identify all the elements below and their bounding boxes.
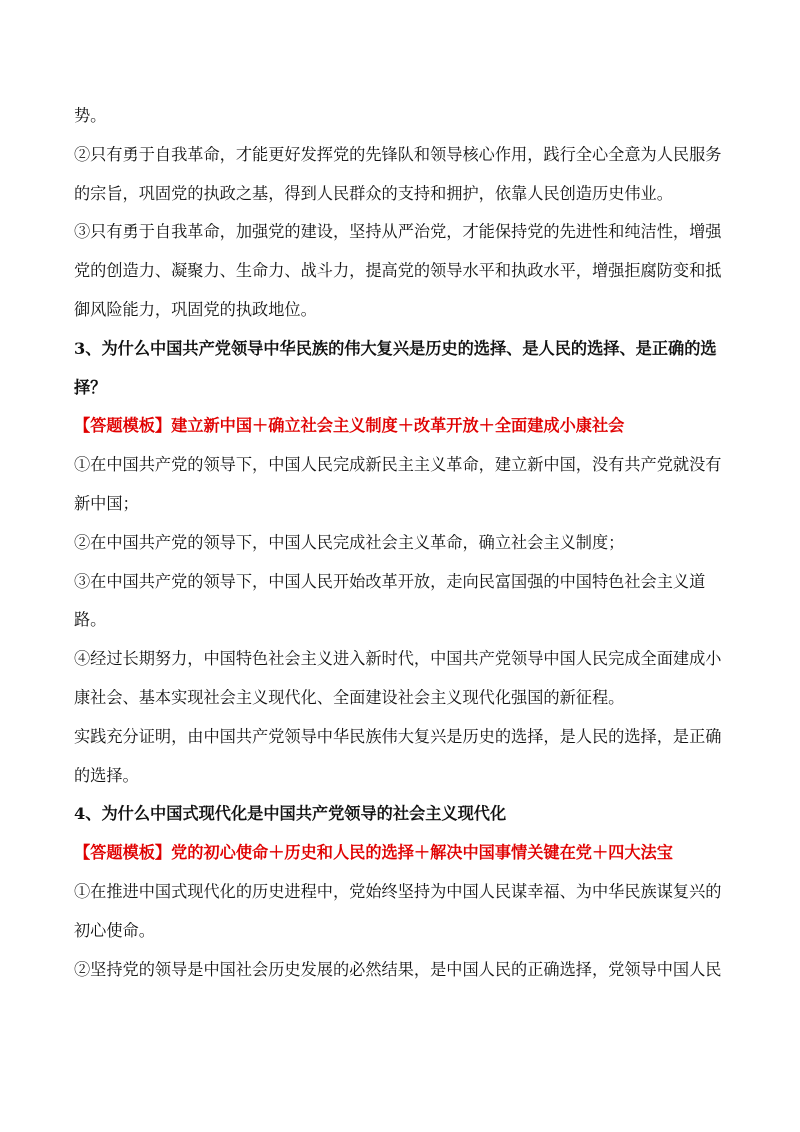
question-heading: 3、为什么中国共产党领导中华民族的伟大复兴是历史的选择、是人民的选择、是正确的选 — [74, 338, 717, 358]
text-line: 康社会、基本实现社会主义现代化、全面建设社会主义现代化强国的新征程。 — [74, 687, 625, 707]
text-line: ①在中国共产党的领导下，中国人民完成新民主主义革命，建立新中国，没有共产党就没有 — [74, 455, 722, 475]
text-line: 初心使命。 — [74, 920, 155, 940]
text-line: ②坚持党的领导是中国社会历史发展的必然结果，是中国人民的正确选择，党领导中国人民 — [74, 959, 722, 979]
text-line: ④经过长期努力，中国特色社会主义进入新时代，中国共产党领导中国人民完成全面建成小 — [74, 649, 722, 669]
text-line: 实践充分证明，由中国共产党领导中华民族伟大复兴是历史的选择，是人民的选择，是正确 — [74, 726, 722, 746]
text-line: ②只有勇于自我革命，才能更好发挥党的先锋队和领导核心作用，践行全心全意为人民服务 — [74, 144, 722, 164]
text-line: 新中国； — [74, 493, 139, 513]
text-line: 的宗旨，巩固党的执政之基，得到人民群众的支持和拥护，依靠人民创造历史伟业。 — [74, 183, 673, 203]
text-line: ①在推进中国式现代化的历史进程中，党始终坚持为中国人民谋幸福、为中华民族谋复兴的 — [74, 881, 722, 901]
text-line: ②在中国共产党的领导下，中国人民完成社会主义革命，确立社会主义制度； — [74, 532, 625, 552]
text-line: 党的创造力、凝聚力、生命力、战斗力，提高党的领导水平和执政水平，增强拒腐防变和抵 — [74, 261, 722, 281]
answer-template: 【答题模板】建立新中国＋确立社会主义制度＋改革开放＋全面建成小康社会 — [74, 416, 625, 436]
text-line: 御风险能力，巩固党的执政地位。 — [74, 299, 317, 319]
text-line: ③在中国共产党的领导下，中国人民开始改革开放，走向民富国强的中国特色社会主义道 — [74, 571, 706, 591]
question-heading: 4、为什么中国式现代化是中国共产党领导的社会主义现代化 — [74, 804, 507, 824]
answer-template: 【答题模板】党的初心使命＋历史和人民的选择＋解决中国事情关键在党＋四大法宝 — [74, 843, 673, 863]
question-heading: 择？ — [74, 377, 107, 397]
text-line: 路。 — [74, 610, 107, 630]
text-line: 势。 — [74, 106, 107, 125]
document-page — [74, 97, 730, 989]
text-line: 的选择。 — [74, 765, 139, 785]
text-line: ③只有勇于自我革命，加强党的建设，坚持从严治党，才能保持党的先进性和纯洁性，增强 — [74, 222, 722, 242]
